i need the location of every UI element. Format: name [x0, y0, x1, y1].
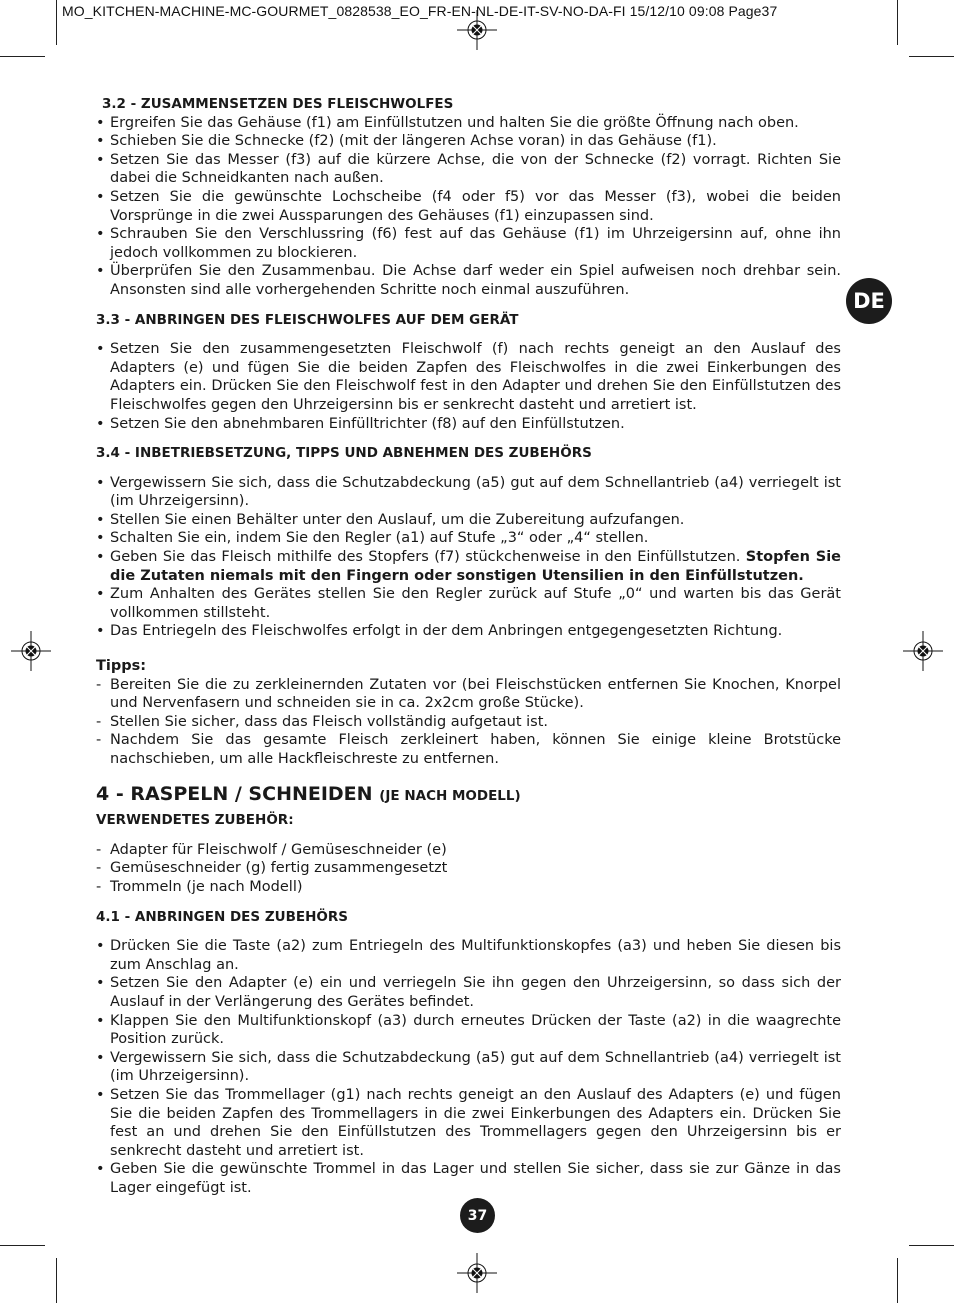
list-item: • Setzen Sie den Adapter (e) ein und verriegeln Sie ihn gegen den Uhrzeigersinn, so dass sich der Auslauf in der Verlängerung des Gerätes befindet.: [96, 974, 841, 1011]
list-item: • Geben Sie die gewünschte Trommel in das Lager und stellen Sie sicher, dass sie zur Gänze in das Lager eingefügt ist.: [96, 1160, 841, 1197]
list-3-3: [96, 340, 841, 433]
list-item: • Stellen Sie einen Behälter unter den Auslauf, um die Zubereitung aufzufangen.: [96, 511, 841, 530]
list-item: • Schieben Sie die Schnecke (f2) (mit der längeren Achse voran) in das Gehäuse (f1).: [96, 132, 841, 151]
chapter-heading-4: [96, 782, 841, 806]
language-badge: DE: [846, 278, 892, 324]
list-item: • Überprüfen Sie den Zusammenbau. Die Achse darf weder ein Spiel aufweisen noch drehbar sein. Ansonsten sind alle vorhergehenden Schritte noch einmal auszuführen.: [96, 262, 841, 299]
crop-mark-bl-h: [0, 1245, 45, 1246]
section-heading-3-2: 3.2 - ZUSAMMENSETZEN DES FLEISCHWOLFES: [102, 96, 454, 112]
list-item: • Setzen Sie das Trommellager (g1) nach rechts geneigt an den Auslauf des Adapters (e) und fügen Sie die beiden Zapfen des Trommellagers in die zwei Einkerbungen des Adapters ein. Drücken Sie fest an und drehen Sie den Einfüllstutzen des Trommellagers gegen den Uhrzeigersinn bis er senkrecht dasteht und arretiert ist.: [96, 1086, 841, 1160]
list-item: - Bereiten Sie die zu zerkleinernden Zutaten vor (bei Fleischstücken entfernen Sie Knochen, Knorpel und Nervenfasern und schneiden sie in ca. 2x2cm große Stücke).: [96, 676, 841, 713]
page-number-badge: 37: [460, 1198, 495, 1233]
section-heading-3-4: 3.4 - INBETRIEBSETZUNG, TIPPS UND ABNEHMEN DES ZUBEHÖRS: [96, 445, 592, 462]
list-item: • Setzen Sie die gewünschte Lochscheibe (f4 oder f5) vor das Messer (f3), wobei die beiden Vorsprünge in die zwei Aussparungen des Gehäuses (f1) einzupassen sind.: [96, 188, 841, 225]
list-item: • Ergreifen Sie das Gehäuse (f1) am Einfüllstutzen und halten Sie die größte Öffnung nach oben.: [96, 114, 841, 133]
list-4-1: [96, 937, 841, 1197]
crop-mark-tl-h: [0, 56, 45, 57]
chapter-note: (JE NACH MODELL): [379, 787, 521, 804]
list-item: • Setzen Sie den zusammengesetzten Fleischwolf (f) nach rechts geneigt an den Auslauf des Adapters (e) und fügen Sie die beiden Zapfen des Fleischwolfes in die zwei Einkerbungen des Adapters ein. Drücken Sie den Fleischwolf fest in den Adapter und drehen Sie den Einfüllstutzen des Fleischwolfes gegen den Uhrzeigersinn bis er senkrecht dasteht und arretiert ist.: [96, 340, 841, 414]
list-item: • Setzen Sie das Messer (f3) auf die kürzere Achse, die von der Schnecke (f2) vorragt. Richten Sie dabei die Schneidkanten nach außen.: [96, 151, 841, 188]
registration-mark-left-icon: [11, 631, 51, 671]
section-heading-4-1: 4.1 - ANBRINGEN DES ZUBEHÖRS: [96, 908, 348, 925]
list-item: • Zum Anhalten des Gerätes stellen Sie den Regler zurück auf Stufe „0“ und warten bis das Gerät vollkommen stillsteht.: [96, 585, 841, 622]
list-item: [96, 548, 841, 585]
list-item: • Das Entriegeln des Fleischwolfes erfolgt in der dem Anbringen entgegengesetzten Richtung.: [96, 622, 841, 641]
list-item: - Adapter für Fleischwolf / Gemüseschneider (e): [96, 841, 841, 860]
list-item: • Vergewissern Sie sich, dass die Schutzabdeckung (a5) gut auf dem Schnellantrieb (a4) verriegelt ist (im Uhrzeigersinn).: [96, 1049, 841, 1086]
registration-mark-right-icon: [903, 631, 943, 671]
tips-list: [96, 676, 841, 769]
tips-heading: Tipps:: [96, 658, 147, 675]
print-slug: MO_KITCHEN-MACHINE-MC-GOURMET_0828538_EO_FR-EN-NL-DE-IT-SV-NO-DA-FI 15/12/10 09:08 Page37: [62, 3, 778, 19]
list-item: - Nachdem Sie das gesamte Fleisch zerkleinert haben, können Sie einige kleine Brotstücke nachschieben, um alle Hackfleischreste zu entfernen.: [96, 731, 841, 768]
crop-mark-br-h: [909, 1245, 954, 1246]
list-3-4: [96, 474, 841, 641]
crop-mark-tr-v: [897, 0, 898, 45]
document-body: [96, 95, 841, 1197]
accessories-list: [96, 841, 841, 897]
list-item: • Vergewissern Sie sich, dass die Schutzabdeckung (a5) gut auf dem Schnellantrieb (a4) verriegelt ist (im Uhrzeigersinn).: [96, 474, 841, 511]
registration-mark-top-icon: [457, 10, 497, 50]
list-item: - Stellen Sie sicher, dass das Fleisch vollständig aufgetaut ist.: [96, 713, 841, 732]
list-item: • Setzen Sie den abnehmbaren Einfülltrichter (f8) auf den Einfüllstutzen.: [96, 415, 841, 434]
crop-mark-br-v: [897, 1258, 898, 1303]
accessories-heading: VERWENDETES ZUBEHÖR:: [96, 812, 294, 829]
list-item: - Gemüseschneider (g) fertig zusammengesetzt: [96, 859, 841, 878]
list-item: • Klappen Sie den Multifunktionskopf (a3) durch erneutes Drücken der Taste (a2) in die waagrechte Position zurück.: [96, 1012, 841, 1049]
list-item: • Schrauben Sie den Verschlussring (f6) fest auf das Gehäuse (f1) im Uhrzeigersinn auf, ohne ihn jedoch vollkommen zu blockieren.: [96, 225, 841, 262]
section-heading-3-3: 3.3 - ANBRINGEN DES FLEISCHWOLFES AUF DEM GERÄT: [96, 311, 519, 328]
list-item: • Schalten Sie ein, indem Sie den Regler (a1) auf Stufe „3“ oder „4“ stellen.: [96, 529, 841, 548]
warning-text: Stopfen Sie die Zutaten niemals mit den Fingern oder sonstigen Utensilien in den Einfüllstutzen.: [110, 549, 842, 584]
registration-mark-bottom-icon: [457, 1253, 497, 1293]
list-item: • Drücken Sie die Taste (a2) zum Entriegeln des Multifunktionskopfes (a3) und heben Sie diesen bis zum Anschlag an.: [96, 937, 841, 974]
crop-mark-tr-h: [909, 56, 954, 57]
list-item: - Trommeln (je nach Modell): [96, 878, 841, 897]
item-text: Geben Sie das Fleisch mithilfe des Stopfers (f7) stückchenweise in den Einfüllstutzen.: [110, 549, 746, 566]
crop-mark-bl-v: [56, 1258, 57, 1303]
crop-mark-tl-v: [56, 0, 57, 45]
chapter-title: 4 - RASPELN / SCHNEIDEN: [96, 782, 373, 805]
list-3-2: [96, 114, 841, 300]
